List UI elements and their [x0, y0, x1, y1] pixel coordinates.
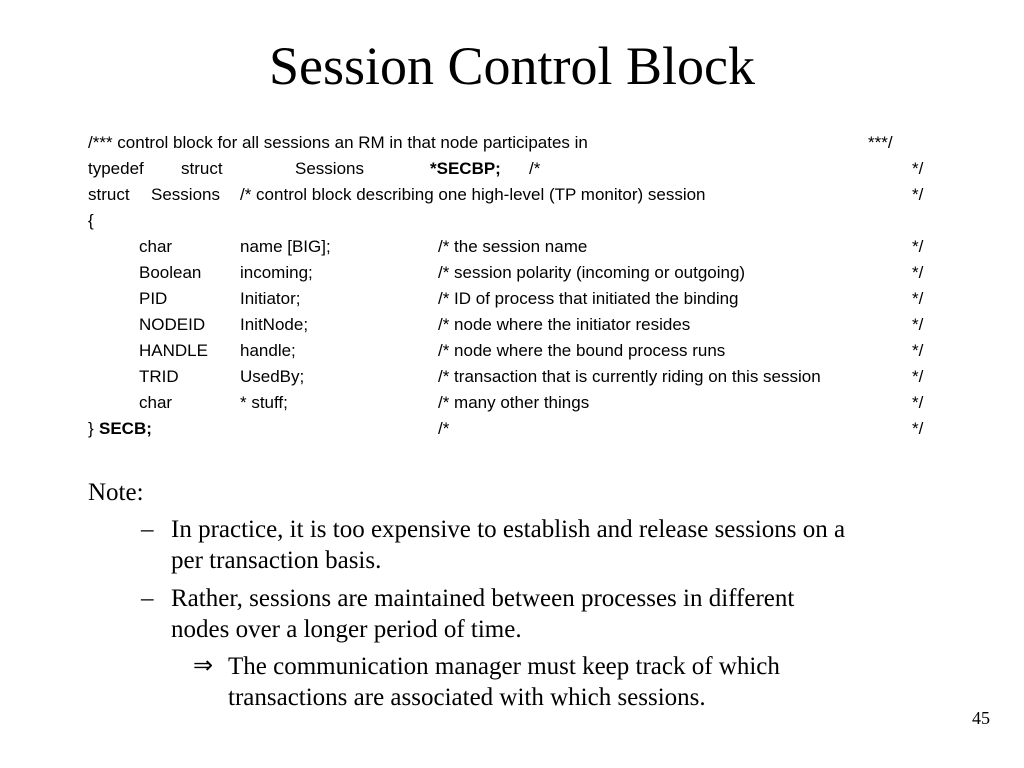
- code-comment: /* control block describing one high-level (TP monitor) session: [240, 185, 706, 204]
- field-type: char: [139, 237, 173, 256]
- code-type-name: Sessions: [295, 159, 364, 178]
- code-field-row: [88, 390, 928, 416]
- field-comment: /* ID of process that initiated the binding: [438, 289, 739, 308]
- field-name: Initiator;: [240, 289, 301, 308]
- field-comment: /* session polarity (incoming or outgoing): [438, 263, 746, 282]
- code-keyword: struct: [88, 185, 130, 204]
- code-line-header-comment: [88, 130, 928, 156]
- field-comment: /* transaction that is currently riding on this session: [438, 367, 821, 386]
- code-comment-end: */: [912, 289, 924, 308]
- code-field-row: [88, 260, 928, 286]
- code-field-row: [88, 338, 928, 364]
- field-comment: /* the session name: [438, 237, 588, 256]
- field-type: TRID: [139, 367, 179, 386]
- field-type: NODEID: [139, 315, 206, 334]
- code-type-name: Sessions: [151, 185, 220, 204]
- code-line-struct: [88, 182, 928, 208]
- code-pointer-name: *SECBP;: [430, 159, 501, 178]
- sub-bullet-line: transactions are associated with which sessions.: [228, 684, 706, 711]
- bullet-line: nodes over a longer period of time.: [171, 616, 522, 643]
- implies-arrow-icon: ⇒: [193, 653, 214, 679]
- note-label: Note:: [88, 479, 144, 506]
- code-field-row: [88, 286, 928, 312]
- field-type: char: [139, 393, 173, 412]
- code-comment-end: */: [912, 159, 924, 178]
- code-comment: /*** control block for all sessions an RM in that node participates in: [88, 133, 588, 152]
- code-field-row: [88, 312, 928, 338]
- code-line-typedef: [88, 156, 928, 182]
- code-block: [88, 130, 928, 442]
- field-name: InitNode;: [240, 315, 309, 334]
- field-name: handle;: [240, 341, 296, 360]
- code-brace: }: [88, 419, 94, 438]
- code-comment: /*: [438, 419, 450, 438]
- page-number: 45: [972, 708, 990, 728]
- field-name: incoming;: [240, 263, 313, 282]
- code-comment-end: */: [912, 315, 924, 334]
- code-comment-end: */: [912, 393, 924, 412]
- code-comment-end: ***/: [868, 133, 893, 152]
- field-name: * stuff;: [240, 393, 288, 412]
- code-line-close: [88, 416, 928, 442]
- code-keyword: struct: [181, 159, 223, 178]
- field-comment: /* node where the bound process runs: [438, 341, 726, 360]
- field-name: name [BIG];: [240, 237, 331, 256]
- code-keyword: typedef: [88, 159, 144, 178]
- code-struct-name: SECB;: [99, 419, 152, 438]
- sub-bullet-line: The communication manager must keep track of which: [228, 653, 780, 680]
- bullet-line: In practice, it is too expensive to establish and release sessions on a: [171, 516, 846, 543]
- code-comment-end: */: [912, 341, 924, 360]
- field-type: HANDLE: [139, 341, 208, 360]
- bullet-line: Rather, sessions are maintained between processes in different: [171, 585, 795, 612]
- field-name: UsedBy;: [240, 367, 305, 386]
- field-comment: /* many other things: [438, 393, 590, 412]
- dash-bullet-marker: –: [141, 516, 154, 543]
- field-type: PID: [139, 289, 168, 308]
- code-line-open-brace: [88, 208, 928, 234]
- code-comment-end: */: [912, 185, 924, 204]
- code-comment-end: */: [912, 419, 924, 438]
- code-field-row: [88, 364, 928, 390]
- bullet-line: per transaction basis.: [171, 547, 382, 574]
- field-type: Boolean: [139, 263, 202, 282]
- code-comment-end: */: [912, 263, 924, 282]
- dash-bullet-marker: –: [141, 585, 154, 612]
- code-field-row: [88, 234, 928, 260]
- slide-title: Session Control Block: [268, 36, 756, 96]
- code-comment-end: */: [912, 367, 924, 386]
- code-brace: {: [88, 211, 94, 230]
- field-comment: /* node where the initiator resides: [438, 315, 691, 334]
- code-comment-end: */: [912, 237, 924, 256]
- code-comment: /*: [529, 159, 541, 178]
